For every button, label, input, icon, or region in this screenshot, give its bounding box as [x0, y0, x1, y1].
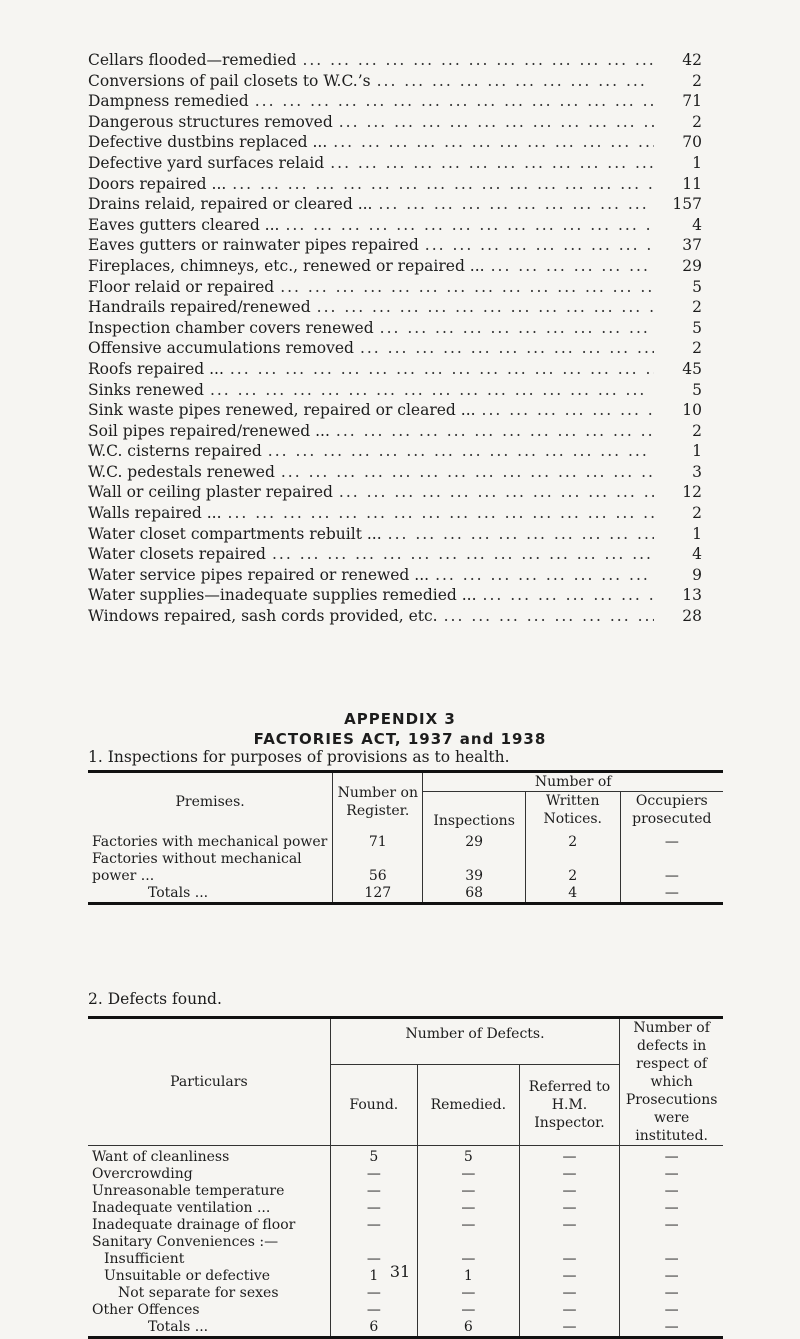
prosecutions-cell: — — [620, 1166, 723, 1183]
col-number-on-register: Number on Register. — [333, 772, 423, 831]
leader-dots — [378, 194, 654, 214]
prosecutions-cell — [620, 1234, 723, 1251]
col-found: Found. — [330, 1065, 417, 1146]
found-cell: — — [330, 1251, 417, 1268]
list-item — [88, 256, 702, 277]
remedied-cell: 5 — [417, 1146, 519, 1167]
referred-cell: — — [519, 1217, 619, 1234]
item-count: 71 — [682, 92, 702, 111]
list-item — [88, 215, 702, 236]
found-cell: 6 — [330, 1319, 417, 1338]
item-count: 2 — [692, 112, 702, 131]
particular-cell: Sanitary Conveniences :— — [92, 1234, 279, 1250]
found-cell: 5 — [330, 1146, 417, 1167]
particular-cell: Overcrowding — [92, 1166, 193, 1182]
table-row — [88, 1217, 723, 1234]
leader-dots — [230, 359, 654, 379]
table-row — [88, 830, 723, 851]
item-count: 1 — [692, 524, 702, 543]
col-written-notices: Written Notices. — [525, 792, 620, 831]
list-item — [88, 421, 702, 442]
particular-cell: Totals ... — [148, 1319, 209, 1335]
remedied-cell: — — [417, 1166, 519, 1183]
item-label: Sinks renewed — [88, 380, 204, 399]
page-number: 31 — [389, 1262, 411, 1281]
item-label: Walls repaired ... — [88, 504, 222, 523]
premises-cell: Totals ... — [148, 885, 209, 901]
col-prosecutions: Number of defects in respect of which Prosecutions were instituted. — [620, 1018, 723, 1146]
list-item — [88, 71, 702, 92]
item-label: Water service pipes repaired or renewed ... — [88, 565, 430, 584]
item-label: Dampness remedied — [88, 92, 249, 111]
item-label: W.C. pedestals renewed — [88, 462, 275, 481]
appendix-title: APPENDIX 3 — [344, 710, 456, 728]
item-label: Doors repaired ... — [88, 174, 227, 193]
item-label: Water supplies—inadequate supplies remedied ... — [88, 586, 477, 605]
item-count: 4 — [692, 545, 702, 564]
particular-cell: Other Offences — [92, 1302, 200, 1318]
list-item — [88, 153, 702, 174]
appendix-subtitle: FACTORIES ACT, 1937 and 1938 — [253, 730, 547, 748]
register-cell: 127 — [333, 885, 423, 904]
list-item — [88, 462, 702, 483]
prosecutions-cell: — — [620, 1319, 723, 1338]
found-cell: — — [330, 1285, 417, 1302]
occupiers-cell: — — [620, 885, 723, 904]
particular-cell: Want of cleanliness — [88, 1146, 330, 1167]
item-label: Dangerous structures removed — [88, 112, 333, 131]
leader-dots — [232, 174, 654, 194]
particular-cell: Inadequate drainage of floor — [92, 1217, 296, 1233]
list-item — [88, 132, 702, 153]
item-count: 9 — [692, 565, 702, 584]
item-count: 2 — [692, 421, 702, 440]
prosecutions-cell: — — [620, 1217, 723, 1234]
item-label: Soil pipes repaired/renewed ... — [88, 421, 330, 440]
leader-dots — [482, 400, 654, 420]
remedied-cell: 1 — [417, 1268, 519, 1285]
occupiers-cell: — — [620, 851, 723, 885]
leader-dots — [317, 297, 654, 317]
prosecutions-cell: — — [620, 1251, 723, 1268]
item-label: Offensive accumulations removed — [88, 339, 354, 358]
table-row — [88, 1146, 723, 1167]
inspections-table — [88, 770, 723, 905]
list-item — [88, 606, 702, 627]
item-count: 2 — [692, 298, 702, 317]
leader-dots — [380, 318, 654, 338]
remedied-cell: 6 — [417, 1319, 519, 1338]
section-1-heading: 1. Inspections for purposes of provisions as to health. — [88, 748, 510, 766]
col-remedied: Remedied. — [417, 1065, 519, 1146]
table-row — [88, 1234, 723, 1251]
list-item — [88, 112, 702, 133]
list-item — [88, 544, 702, 565]
item-count: 3 — [692, 462, 702, 481]
leader-dots — [280, 277, 654, 297]
leader-dots — [330, 153, 654, 173]
item-label: Cellars flooded—remedied — [88, 51, 297, 69]
list-item — [88, 235, 702, 256]
item-count: 1 — [692, 153, 702, 172]
leader-dots — [210, 380, 654, 400]
remedied-cell: — — [417, 1183, 519, 1200]
remedied-cell: — — [417, 1200, 519, 1217]
referred-cell: — — [519, 1285, 619, 1302]
table-row — [88, 1319, 723, 1338]
item-label: Floor relaid or repaired — [88, 277, 275, 296]
list-item — [88, 297, 702, 318]
leader-dots — [435, 565, 654, 585]
list-item — [88, 380, 702, 401]
prosecutions-cell: — — [620, 1183, 723, 1200]
table-row — [88, 1200, 723, 1217]
remedied-cell — [417, 1234, 519, 1251]
item-label: Handrails repaired/renewed — [88, 298, 311, 317]
item-label: Defective dustbins replaced ... — [88, 133, 328, 152]
list-item — [88, 565, 702, 586]
leader-dots — [339, 482, 654, 502]
table-row — [88, 1302, 723, 1319]
item-label: Water closet compartments rebuilt ... — [88, 524, 382, 543]
found-cell: — — [330, 1166, 417, 1183]
remedied-cell: — — [417, 1302, 519, 1319]
found-cell: — — [330, 1200, 417, 1217]
item-label: Fireplaces, chimneys, etc., renewed or repaired ... — [88, 256, 485, 275]
item-label: Eaves gutters or rainwater pipes repaired — [88, 236, 419, 255]
inspections-cell: 29 — [423, 830, 526, 851]
item-count: 70 — [682, 133, 702, 152]
found-cell: 1 — [330, 1268, 417, 1285]
item-count: 45 — [682, 359, 702, 378]
item-count: 13 — [682, 586, 702, 605]
list-item — [88, 503, 702, 524]
referred-cell: — — [519, 1302, 619, 1319]
col-number-of: Number of — [423, 772, 723, 792]
item-count: 5 — [692, 277, 702, 296]
referred-cell: — — [519, 1200, 619, 1217]
found-cell: — — [330, 1302, 417, 1319]
premises-cell: Factories without mechanical power ... — [92, 851, 302, 884]
prosecutions-cell: — — [620, 1285, 723, 1302]
written-notices-cell: 2 — [525, 830, 620, 851]
particular-cell: Insufficient — [104, 1251, 185, 1267]
item-count: 10 — [682, 401, 702, 420]
table-row — [88, 1285, 723, 1302]
leader-dots — [272, 544, 654, 564]
item-label: Roofs repaired ... — [88, 359, 224, 378]
referred-cell: — — [519, 1166, 619, 1183]
col-particulars: Particulars — [170, 1074, 248, 1090]
leader-dots — [377, 71, 654, 91]
item-label: Inspection chamber covers renewed — [88, 318, 374, 337]
list-item — [88, 194, 702, 215]
leader-dots — [268, 441, 654, 461]
list-item — [88, 277, 702, 298]
table-row — [88, 851, 723, 885]
col-inspections: Inspections — [423, 792, 526, 831]
leader-dots — [339, 112, 654, 132]
list-item — [88, 50, 702, 71]
list-item — [88, 318, 702, 339]
item-count: 1 — [692, 442, 702, 461]
leader-dots — [255, 91, 654, 111]
list-item — [88, 441, 702, 462]
prosecutions-cell: — — [620, 1146, 723, 1167]
particular-cell: Unreasonable temperature — [92, 1183, 285, 1199]
written-notices-cell: 2 — [525, 851, 620, 885]
found-cell — [330, 1234, 417, 1251]
found-cell: — — [330, 1183, 417, 1200]
list-item — [88, 524, 702, 545]
item-count: 37 — [682, 236, 702, 255]
item-count: 5 — [692, 380, 702, 399]
referred-cell: — — [519, 1319, 619, 1338]
premises-cell: Factories with mechanical power — [92, 834, 328, 850]
item-label: Eaves gutters cleared ... — [88, 215, 280, 234]
list-item — [88, 400, 702, 421]
item-label: Windows repaired, sash cords provided, etc. — [88, 607, 438, 626]
table-row — [88, 885, 723, 904]
found-cell: — — [330, 1217, 417, 1234]
inspections-cell: 39 — [423, 851, 526, 885]
item-count: 28 — [682, 607, 702, 626]
section-2-heading: 2. Defects found. — [88, 990, 222, 1008]
item-count: 12 — [682, 483, 702, 502]
leader-dots — [483, 585, 654, 605]
item-label: Conversions of pail closets to W.C.’s — [88, 71, 371, 90]
leader-dots — [444, 606, 654, 626]
item-count: 2 — [692, 71, 702, 90]
leader-dots — [228, 503, 654, 523]
item-label: Water closets repaired — [88, 545, 266, 564]
occupiers-cell: — — [620, 830, 723, 851]
referred-cell: — — [519, 1183, 619, 1200]
referred-cell: — — [519, 1251, 619, 1268]
item-label: Defective yard surfaces relaid — [88, 153, 325, 172]
remedied-cell: — — [417, 1285, 519, 1302]
item-count: 157 — [672, 195, 702, 214]
prosecutions-cell: — — [620, 1268, 723, 1285]
particular-cell: Unsuitable or defective — [104, 1268, 271, 1284]
item-count: 2 — [692, 339, 702, 358]
col-referred: Referred to H.M. Inspector. — [519, 1065, 619, 1146]
leader-dots — [425, 235, 654, 255]
item-label: Sink waste pipes renewed, repaired or cleared ... — [88, 401, 476, 420]
remedied-cell: — — [417, 1217, 519, 1234]
item-label: W.C. cisterns repaired — [88, 442, 262, 461]
list-item — [88, 91, 702, 112]
list-item — [88, 585, 702, 606]
item-count: 29 — [682, 256, 702, 275]
col-number-of-defects: Number of Defects. — [330, 1018, 619, 1065]
list-item — [88, 338, 702, 359]
col-premises: Premises. — [175, 793, 245, 810]
leader-dots — [336, 421, 654, 441]
referred-cell — [519, 1234, 619, 1251]
prosecutions-cell: — — [620, 1200, 723, 1217]
leader-dots — [302, 50, 654, 70]
leader-dots — [285, 215, 654, 235]
col-occupiers-prosecuted: Occupiers prosecuted — [620, 792, 723, 831]
defects-table — [88, 1016, 723, 1339]
particular-cell: Not separate for sexes — [118, 1285, 279, 1301]
referred-cell: — — [519, 1146, 619, 1167]
leader-dots — [388, 524, 654, 544]
inspections-cell: 68 — [423, 885, 526, 904]
table-row — [88, 1166, 723, 1183]
particular-cell: Inadequate ventilation ... — [92, 1200, 271, 1216]
item-count: 5 — [692, 318, 702, 337]
item-count: 4 — [692, 215, 702, 234]
referred-cell: — — [519, 1268, 619, 1285]
list-item — [88, 482, 702, 503]
list-item — [88, 359, 702, 380]
list-item — [88, 174, 702, 195]
remedies-list — [88, 50, 702, 627]
leader-dots — [491, 256, 654, 276]
leader-dots — [360, 338, 654, 358]
leader-dots — [281, 462, 654, 482]
item-label: Drains relaid, repaired or cleared ... — [88, 195, 373, 214]
register-cell: 71 — [333, 830, 423, 851]
prosecutions-cell: — — [620, 1302, 723, 1319]
written-notices-cell: 4 — [525, 885, 620, 904]
item-count: 11 — [682, 174, 702, 193]
remedied-cell: — — [417, 1251, 519, 1268]
leader-dots — [333, 132, 654, 152]
item-count: 2 — [692, 504, 702, 523]
table-row — [88, 1183, 723, 1200]
item-label: Wall or ceiling plaster repaired — [88, 483, 333, 502]
item-count: 42 — [682, 51, 702, 69]
register-cell: 56 — [333, 851, 423, 885]
